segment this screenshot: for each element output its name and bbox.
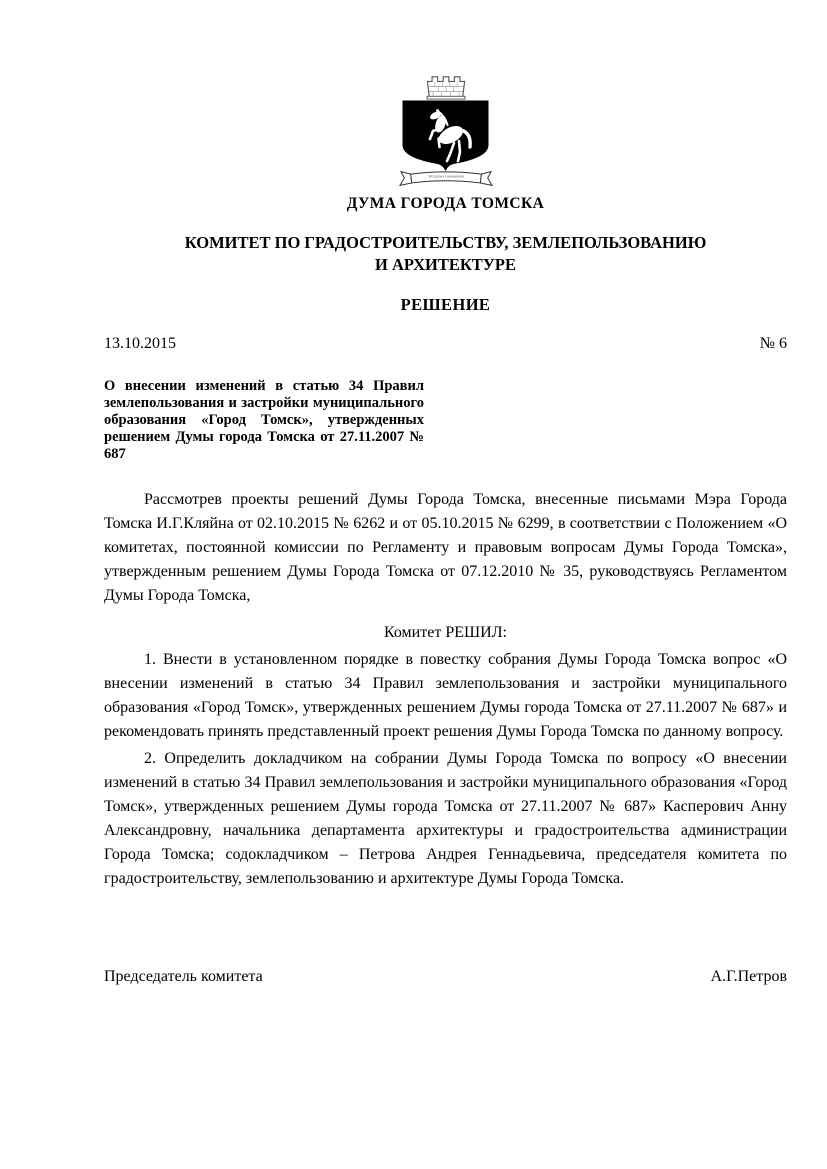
signature-row	[104, 969, 787, 985]
document-number: № 6	[759, 335, 787, 352]
tomsk-coat-of-arms	[386, 74, 506, 192]
resolution-item-1: 1. Внести в установленном порядке в повестку собрания Думы Города Томска вопрос «О внесении изменений в статью 34 Правил землепользования и застройки муниципального образования «Город Томск», утвержденных решением Думы города Томска от 27.11.2007 № 687» и рекомендовать принять представленный проект решения Думы Города Томска по данному вопросу.	[104, 651, 787, 740]
meta-row	[104, 336, 787, 352]
committee-name-line2: И АРХИТЕКТУРЕ	[375, 255, 516, 274]
resolution-item-2: 2. Определить докладчиком на собрании Думы Города Томска по вопросу «О внесении изменений в статью 34 Правил землепользования и застройки муниципального образования «Город Томск», утвержденных решением Думы города Томска от 27.11.2007 № 687» Касперович Анну Александровну, начальника департамента архитектуры и градостроительства администрации Города Томска; содокладчиком – Петрова Андрея Геннадьевича, председателя комитета по градостроительству, землепользованию и архитектуре Думы Города Томска.	[104, 750, 787, 887]
preamble-paragraph: Рассмотрев проекты решений Думы Города Томска, внесенные письмами Мэра Города Томска И.Г.Кляйна от 02.10.2015 № 6262 и от 05.10.2015 № 6299, в соответствии с Положением «О комитетах, постоянной комиссии по Регламенту и правовым вопросам Думы Города Томска», утвержденным решением Думы Города Томска от 07.12.2010 № 35, руководствуясь Регламентом Думы Города Томска,	[104, 491, 787, 604]
horse-shield-icon	[402, 100, 489, 172]
signature-position: Председатель комитета	[104, 968, 263, 985]
motto-text: ТРУДОМ И ЗНАНИЕМ	[427, 174, 464, 179]
organization-name: ДУМА ГОРОДА ТОМСКА	[346, 195, 545, 212]
resolution-heading: Комитет РЕШИЛ:	[383, 624, 507, 641]
motto-ribbon-icon	[397, 168, 495, 192]
committee-name-line1: КОМИТЕТ ПО ГРАДОСТРОИТЕЛЬСТВУ, ЗЕМЛЕПОЛЬЗОВАНИЮ	[184, 233, 707, 252]
signature-name: А.Г.Петров	[710, 968, 787, 985]
committee-name	[104, 232, 787, 276]
document-type-heading: РЕШЕНИЕ	[400, 295, 491, 314]
document-subject: О внесении изменений в статью 34 Правил землепользования и застройки муниципального образования «Город Томск», утвержденных решением Думы города Томска от 27.11.2007 № 687	[104, 378, 424, 462]
document-date: 13.10.2015	[104, 335, 176, 352]
mural-crown-icon	[420, 74, 472, 100]
